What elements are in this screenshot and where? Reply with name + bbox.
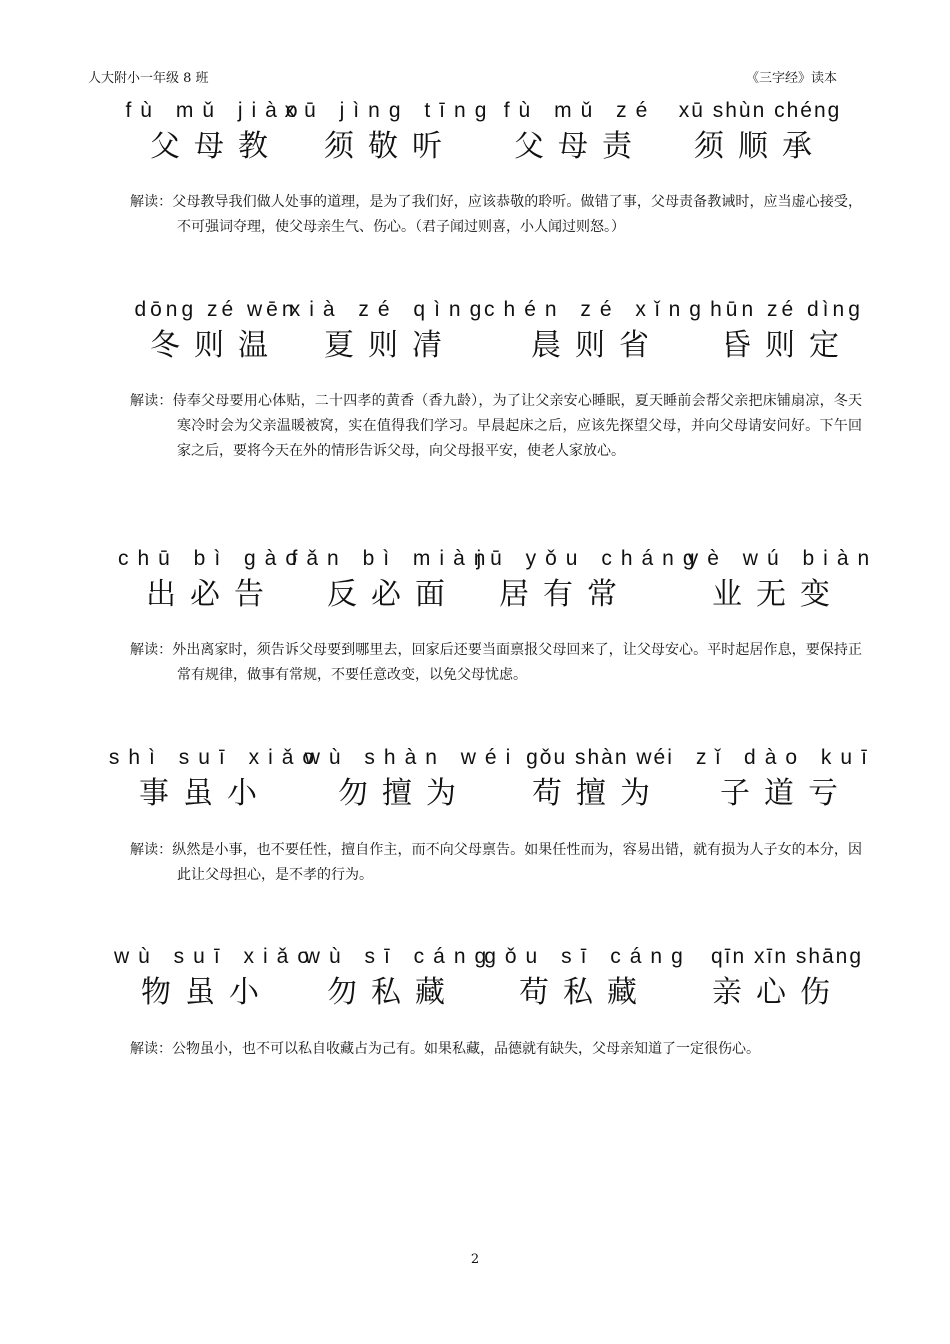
verse-4-phrase-3-pinyin: gǒu shàn wéi bbox=[526, 746, 674, 769]
verse-5-phrase-4-pinyin: qīn xīn shāng bbox=[710, 945, 864, 968]
verse-4-phrase-1-hanzi: 事虽小 bbox=[139, 776, 271, 811]
verse-4-phrase-4-pinyin: zǐ dào kuī bbox=[696, 746, 876, 769]
verse-4-phrase-3-hanzi: 苟擅为 bbox=[532, 776, 664, 811]
verse-1-phrase-1-pinyin: fù mǔ jiào bbox=[125, 99, 307, 122]
verse-3-phrase-2-pinyin: fǎn bì miàn bbox=[291, 547, 495, 570]
verse-1-explanation: 解读：父母教导我们做人处事的道理，是为了我们好，应该恭敬的聆听。做错了事，父母责备教诫时，应当虚心接受，不可强词夺理，使父母亲生气、伤心。（君子闻过则喜，小人闻过则怒。） bbox=[130, 194, 862, 235]
header-class-name: 人大附小一年级 8 班 bbox=[88, 71, 209, 86]
verse-4-phrase-4-hanzi: 子道亏 bbox=[720, 776, 852, 811]
verse-5-phrase-1-pinyin: wù suī xiǎo bbox=[113, 945, 319, 968]
verse-5-phrase-4-hanzi: 亲心伤 bbox=[712, 975, 844, 1010]
verse-3-phrase-4-pinyin: yè wú biàn bbox=[687, 547, 879, 570]
verse-4-phrase-1-pinyin: shì suī xiǎo bbox=[108, 746, 324, 769]
verse-2 bbox=[0, 298, 950, 368]
verse-5-phrase-3-hanzi: 苟私藏 bbox=[519, 975, 651, 1010]
verse-1-phrase-2-pinyin: xū jìng tīng bbox=[284, 99, 496, 122]
verse-3 bbox=[0, 547, 950, 617]
verse-2-phrase-3-pinyin: chén zé xǐng bbox=[484, 298, 710, 321]
verse-1-phrase-1-hanzi: 父母教 bbox=[150, 129, 282, 164]
verse-5-explanation: 解读：公物虽小，也不可以私自收藏占为己有。如果私藏，品德就有缺失，父母亲知道了一定很伤心。 bbox=[130, 1041, 760, 1057]
verse-2-phrase-4-pinyin: hūn zé dìng bbox=[710, 298, 864, 321]
verse-1-phrase-3-pinyin: fù mǔ zé bbox=[503, 99, 657, 122]
verse-3-phrase-3-pinyin: jū yǒu cháng bbox=[476, 547, 704, 570]
verse-2-explanation: 解读：侍奉父母要用心体贴，二十四孝的黄香（香九龄），为了让父亲安心睡眠，夏天睡前会帮父亲把床铺扇凉，冬天寒冷时会为父亲温暖被窝，实在值得我们学习。早晨起床之后，应该先探望父母，并向父母请安问好。下午回家之后，要将今天在外的情形告诉父母，向父母报平安，使老人家放心。 bbox=[130, 393, 862, 459]
verse-3-phrase-1-hanzi: 出必告 bbox=[146, 577, 278, 612]
verse-5-phrase-3-pinyin: gǒu sī cáng bbox=[484, 945, 692, 968]
verse-3-phrase-1-pinyin: chū bì gào bbox=[117, 547, 307, 570]
verse-2-phrase-3-hanzi: 晨则省 bbox=[531, 328, 663, 363]
verse-1-phrase-4-pinyin: xū shùn chéng bbox=[678, 99, 842, 122]
verse-5-phrase-2-hanzi: 勿私藏 bbox=[327, 975, 459, 1010]
verse-1 bbox=[0, 99, 950, 169]
verse-5-phrase-2-pinyin: wù sī cáng bbox=[304, 945, 496, 968]
verse-3-phrase-3-hanzi: 居有常 bbox=[499, 577, 631, 612]
verse-2-phrase-4-hanzi: 昏则定 bbox=[721, 328, 853, 363]
page-number: 2 bbox=[470, 1252, 480, 1267]
verse-1-phrase-4-hanzi: 须顺承 bbox=[694, 129, 826, 164]
verse-2-phrase-2-hanzi: 夏则凊 bbox=[324, 328, 456, 363]
verse-5-phrase-1-hanzi: 物虽小 bbox=[141, 975, 273, 1010]
verse-5 bbox=[0, 945, 950, 1015]
verse-2-phrase-2-pinyin: xià zé qìng bbox=[289, 298, 491, 321]
verse-2-phrase-1-hanzi: 冬则温 bbox=[150, 328, 282, 363]
verse-4 bbox=[0, 746, 950, 816]
verse-1-phrase-2-hanzi: 须敬听 bbox=[324, 129, 456, 164]
verse-4-explanation: 解读：纵然是小事，也不要任性，擅自作主，而不向父母禀告。如果任性而为，容易出错，就有损为人子女的本分，因此让父母担心，是不孝的行为。 bbox=[130, 842, 862, 883]
verse-1-phrase-3-hanzi: 父母责 bbox=[514, 129, 646, 164]
verse-3-explanation: 解读：外出离家时，须告诉父母要到哪里去，回家后还要当面禀报父母回来了，让父母安心。平时起居作息，要保持正常有规律，做事有常规，不要任意改变，以免父母忧虑。 bbox=[130, 642, 862, 683]
verse-2-phrase-1-pinyin: dōng zé wēn bbox=[134, 298, 298, 321]
verse-3-phrase-2-hanzi: 反必面 bbox=[327, 577, 459, 612]
header-book-title: 《三字经》读本 bbox=[745, 71, 837, 86]
verse-4-phrase-2-pinyin: wù shàn wéi bbox=[304, 746, 520, 769]
verse-3-phrase-4-hanzi: 业无变 bbox=[712, 577, 844, 612]
verse-4-phrase-2-hanzi: 勿擅为 bbox=[338, 776, 470, 811]
